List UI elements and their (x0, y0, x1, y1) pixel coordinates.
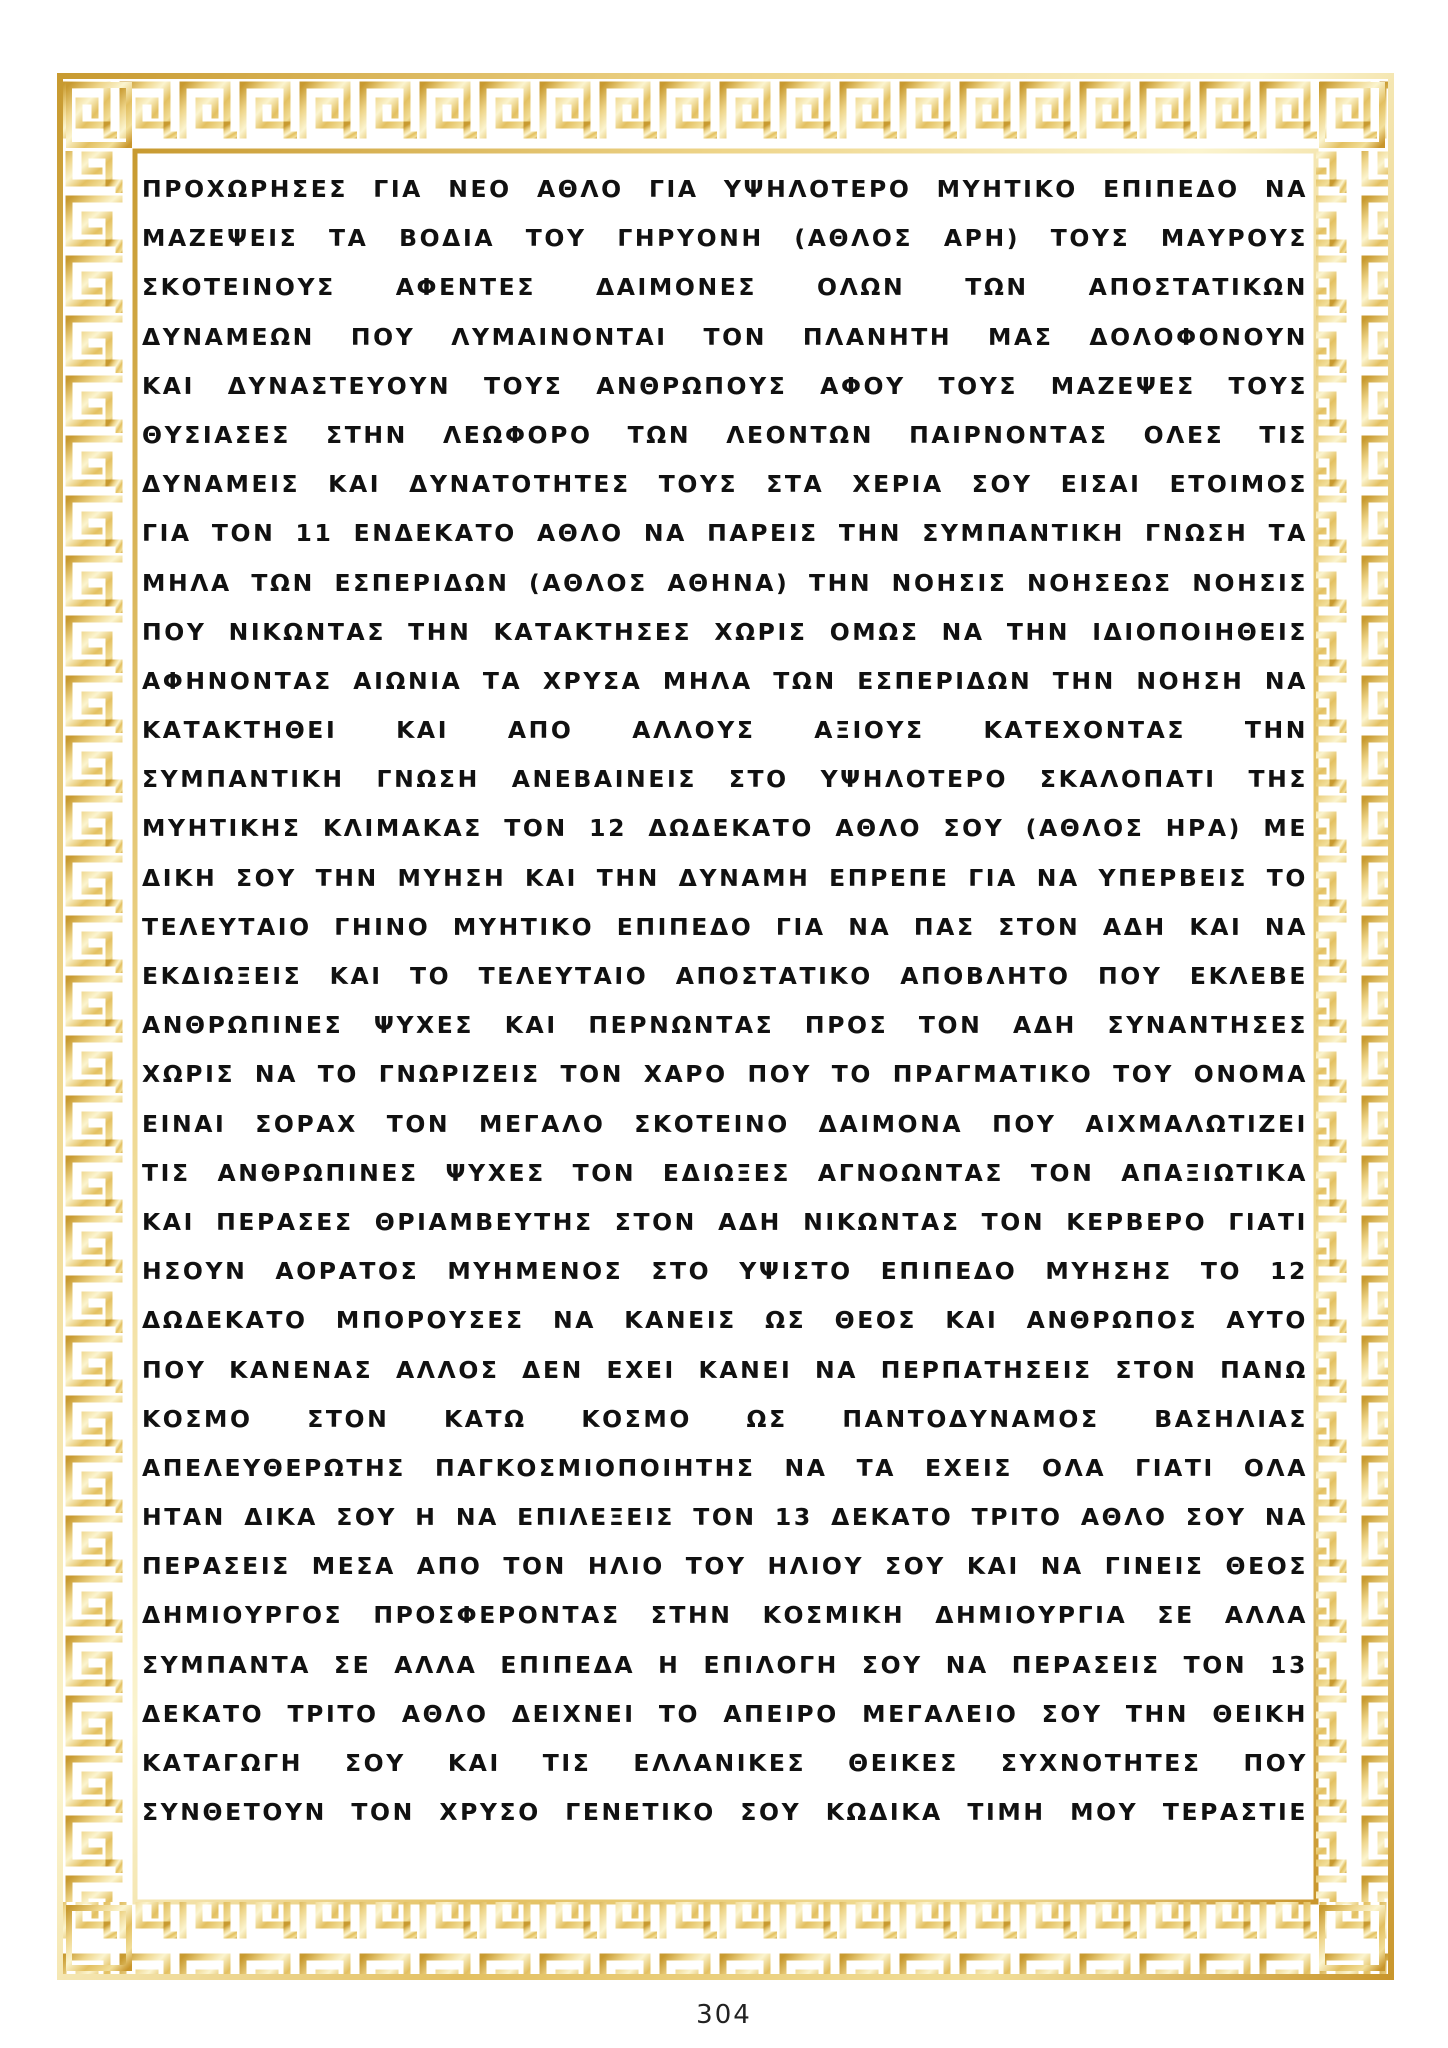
text-line: ΠΟΥ ΚΑΝΕΝΑΣ ΑΛΛΟΣ ΔΕΝ ΕΧΕΙ ΚΑΝΕΙ ΝΑ ΠΕΡΠΑΤΗΣΕΙΣ ΣΤΟΝ ΠΑΝΩ (142, 1355, 1308, 1384)
text-line: ΗΤΑΝ ΔΙΚΑ ΣΟΥ Η ΝΑ ΕΠΙΛΕΞΕΙΣ ΤΟΝ 13 ΔΕΚΑΤΟ ΤΡΙΤΟ ΑΘΛΟ ΣΟΥ ΝΑ (142, 1503, 1308, 1532)
text-line: ΘΥΣΙΑΣΕΣ ΣΤΗΝ ΛΕΩΦΟΡΟ ΤΩΝ ΛΕΟΝΤΩΝ ΠΑΙΡΝΟΝΤΑΣ ΟΛΕΣ ΤΙΣ (142, 420, 1308, 449)
text-line: ΔΗΜΙΟΥΡΓΟΣ ΠΡΟΣΦΕΡΟΝΤΑΣ ΣΤΗΝ ΚΟΣΜΙΚΗ ΔΗΜΙΟΥΡΓΙΑ ΣΕ ΑΛΛΑ (142, 1601, 1308, 1630)
text-line: ΣΥΝΘΕΤΟΥΝ ΤΟΝ ΧΡΥΣΟ ΓΕΝΕΤΙΚΟ ΣΟΥ ΚΩΔΙΚΑ ΤΙΜΗ ΜΟΥ ΤΕΡΑΣΤΙΕ (142, 1798, 1308, 1827)
text-line: ΗΣΟΥΝ ΑΟΡΑΤΟΣ ΜΥΗΜΕΝΟΣ ΣΤΟ ΥΨΙΣΤΟ ΕΠΙΠΕΔΟ ΜΥΗΣΗΣ ΤΟ 12 (142, 1257, 1308, 1286)
text-line: ΔΥΝΑΜΕΙΣ ΚΑΙ ΔΥΝΑΤΟΤΗΤΕΣ ΤΟΥΣ ΣΤΑ ΧΕΡΙΑ ΣΟΥ ΕΙΣΑΙ ΕΤΟΙΜΟΣ (142, 470, 1308, 499)
text-line: ΣΚΟΤΕΙΝΟΥΣ ΑΦΕΝΤΕΣ ΔΑΙΜΟΝΕΣ ΟΛΩΝ ΤΩΝ ΑΠΟΣΤΑΤΙΚΩΝ (142, 273, 1308, 302)
text-line: ΓΙΑ ΤΟΝ 11 ΕΝΔΕΚΑΤΟ ΑΘΛΟ ΝΑ ΠΑΡΕΙΣ ΤΗΝ ΣΥΜΠΑΝΤΙΚΗ ΓΝΩΣΗ ΤΑ (142, 519, 1308, 548)
text-line: ΑΠΕΛΕΥΘΕΡΩΤΗΣ ΠΑΓΚΟΣΜΙΟΠΟΙΗΤΗΣ ΝΑ ΤΑ ΕΧΕΙΣ ΟΛΑ ΓΙΑΤΙ ΟΛΑ (142, 1453, 1308, 1482)
text-line: ΤΕΛΕΥΤΑΙΟ ΓΗΙΝΟ ΜΥΗΤΙΚΟ ΕΠΙΠΕΔΟ ΓΙΑ ΝΑ ΠΑΣ ΣΤΟΝ ΑΔΗ ΚΑΙ ΝΑ (142, 912, 1308, 941)
text-line: ΑΦΗΝΟΝΤΑΣ ΑΙΩΝΙΑ ΤΑ ΧΡΥΣΑ ΜΗΛΑ ΤΩΝ ΕΣΠΕΡΙΔΩΝ ΤΗΝ ΝΟΗΣΗ ΝΑ (142, 666, 1308, 695)
text-line: ΤΙΣ ΑΝΘΡΩΠΙΝΕΣ ΨΥΧΕΣ ΤΟΝ ΕΔΙΩΞΕΣ ΑΓΝΟΩΝΤΑΣ ΤΟΝ ΑΠΑΞΙΩΤΙΚΑ (142, 1158, 1308, 1187)
text-line: ΣΥΜΠΑΝΤΙΚΗ ΓΝΩΣΗ ΑΝΕΒΑΙΝΕΙΣ ΣΤΟ ΥΨΗΛΟΤΕΡΟ ΣΚΑΛΟΠΑΤΙ ΤΗΣ (142, 765, 1308, 794)
text-line: ΜΑΖΕΨΕΙΣ ΤΑ ΒΟΔΙΑ ΤΟΥ ΓΗΡΥΟΝΗ (ΑΘΛΟΣ ΑΡΗ) ΤΟΥΣ ΜΑΥΡΟΥΣ (142, 224, 1308, 253)
text-line: ΜΥΗΤΙΚΗΣ ΚΛΙΜΑΚΑΣ ΤΟΝ 12 ΔΩΔΕΚΑΤΟ ΑΘΛΟ ΣΟΥ (ΑΘΛΟΣ ΗΡΑ) ΜΕ (142, 814, 1308, 843)
body-text-block (142, 165, 1308, 1875)
text-line: ΚΑΤΑΚΤΗΘΕΙ ΚΑΙ ΑΠΟ ΑΛΛΟΥΣ ΑΞΙΟΥΣ ΚΑΤΕΧΟΝΤΑΣ ΤΗΝ (142, 716, 1308, 745)
text-line: ΚΑΙ ΠΕΡΑΣΕΣ ΘΡΙΑΜΒΕΥΤΗΣ ΣΤΟΝ ΑΔΗ ΝΙΚΩΝΤΑΣ ΤΟΝ ΚΕΡΒΕΡΟ ΓΙΑΤΙ (142, 1207, 1308, 1236)
text-line: ΕΙΝΑΙ ΣΟΡΑΧ ΤΟΝ ΜΕΓΑΛΟ ΣΚΟΤΕΙΝΟ ΔΑΙΜΟΝΑ ΠΟΥ ΑΙΧΜΑΛΩΤΙΖΕΙ (142, 1109, 1308, 1138)
text-line: ΠΡΟΧΩΡΗΣΕΣ ΓΙΑ ΝΕΟ ΑΘΛΟ ΓΙΑ ΥΨΗΛΟΤΕΡΟ ΜΥΗΤΙΚΟ ΕΠΙΠΕΔΟ ΝΑ (142, 175, 1308, 203)
text-line: ΚΑΙ ΔΥΝΑΣΤΕΥΟΥΝ ΤΟΥΣ ΑΝΘΡΩΠΟΥΣ ΑΦΟΥ ΤΟΥΣ ΜΑΖΕΨΕΣ ΤΟΥΣ (142, 371, 1308, 400)
text-line: ΚΑΤΑΓΩΓΗ ΣΟΥ ΚΑΙ ΤΙΣ ΕΛΛΑΝΙΚΕΣ ΘΕΙΚΕΣ ΣΥΧΝΟΤΗΤΕΣ ΠΟΥ (142, 1749, 1308, 1777)
text-line: ΜΗΛΑ ΤΩΝ ΕΣΠΕΡΙΔΩΝ (ΑΘΛΟΣ ΑΘΗΝΑ) ΤΗΝ ΝΟΗΣΙΣ ΝΟΗΣΕΩΣ ΝΟΗΣΙΣ (142, 568, 1308, 597)
text-line: ΧΩΡΙΣ ΝΑ ΤΟ ΓΝΩΡΙΖΕΙΣ ΤΟΝ ΧΑΡΟ ΠΟΥ ΤΟ ΠΡΑΓΜΑΤΙΚΟ ΤΟΥ ΟΝΟΜΑ (142, 1060, 1308, 1089)
bottom-border-band (63, 1902, 1388, 1974)
top-border-band (63, 79, 1388, 151)
right-border-band (1316, 151, 1388, 1902)
text-line: ΔΩΔΕΚΑΤΟ ΜΠΟΡΟΥΣΕΣ ΝΑ ΚΑΝΕΙΣ ΩΣ ΘΕΟΣ ΚΑΙ ΑΝΘΡΩΠΟΣ ΑΥΤΟ (142, 1306, 1308, 1335)
left-border-band (63, 151, 135, 1902)
text-line: ΔΥΝΑΜΕΩΝ ΠΟΥ ΛΥΜΑΙΝΟΝΤΑΙ ΤΟΝ ΠΛΑΝΗΤΗ ΜΑΣ ΔΟΛΟΦΟΝΟΥΝ (142, 322, 1308, 351)
text-line: ΠΕΡΑΣΕΙΣ ΜΕΣΑ ΑΠΟ ΤΟΝ ΗΛΙΟ ΤΟΥ ΗΛΙΟΥ ΣΟΥ ΚΑΙ ΝΑ ΓΙΝΕΙΣ ΘΕΟΣ (142, 1552, 1308, 1581)
text-line: ΠΟΥ ΝΙΚΩΝΤΑΣ ΤΗΝ ΚΑΤΑΚΤΗΣΕΣ ΧΩΡΙΣ ΟΜΩΣ ΝΑ ΤΗΝ ΙΔΙΟΠΟΙΗΘΕΙΣ (142, 617, 1308, 646)
text-line: ΑΝΘΡΩΠΙΝΕΣ ΨΥΧΕΣ ΚΑΙ ΠΕΡΝΩΝΤΑΣ ΠΡΟΣ ΤΟΝ ΑΔΗ ΣΥΝΑΝΤΗΣΕΣ (142, 1011, 1308, 1040)
text-line: ΕΚΔΙΩΞΕΙΣ ΚΑΙ ΤΟ ΤΕΛΕΥΤΑΙΟ ΑΠΟΣΤΑΤΙΚΟ ΑΠΟΒΛΗΤΟ ΠΟΥ ΕΚΛΕΒΕ (142, 962, 1308, 990)
text-line: ΚΟΣΜΟ ΣΤΟΝ ΚΑΤΩ ΚΟΣΜΟ ΩΣ ΠΑΝΤΟΔΥΝΑΜΟΣ ΒΑΣΗΛΙΑΣ (142, 1404, 1308, 1433)
text-line: ΔΕΚΑΤΟ ΤΡΙΤΟ ΑΘΛΟ ΔΕΙΧΝΕΙ ΤΟ ΑΠΕΙΡΟ ΜΕΓΑΛΕΙΟ ΣΟΥ ΤΗΝ ΘΕΙΚΗ (142, 1699, 1308, 1728)
text-line: ΔΙΚΗ ΣΟΥ ΤΗΝ ΜΥΗΣΗ ΚΑΙ ΤΗΝ ΔΥΝΑΜΗ ΕΠΡΕΠΕ ΓΙΑ ΝΑ ΥΠΕΡΒΕΙΣ ΤΟ (142, 863, 1308, 892)
text-line: ΣΥΜΠΑΝΤΑ ΣΕ ΑΛΛΑ ΕΠΙΠΕΔΑ Η ΕΠΙΛΟΓΗ ΣΟΥ ΝΑ ΠΕΡΑΣΕΙΣ ΤΟΝ 13 (142, 1650, 1308, 1679)
page-number: 304 (696, 2000, 752, 2030)
